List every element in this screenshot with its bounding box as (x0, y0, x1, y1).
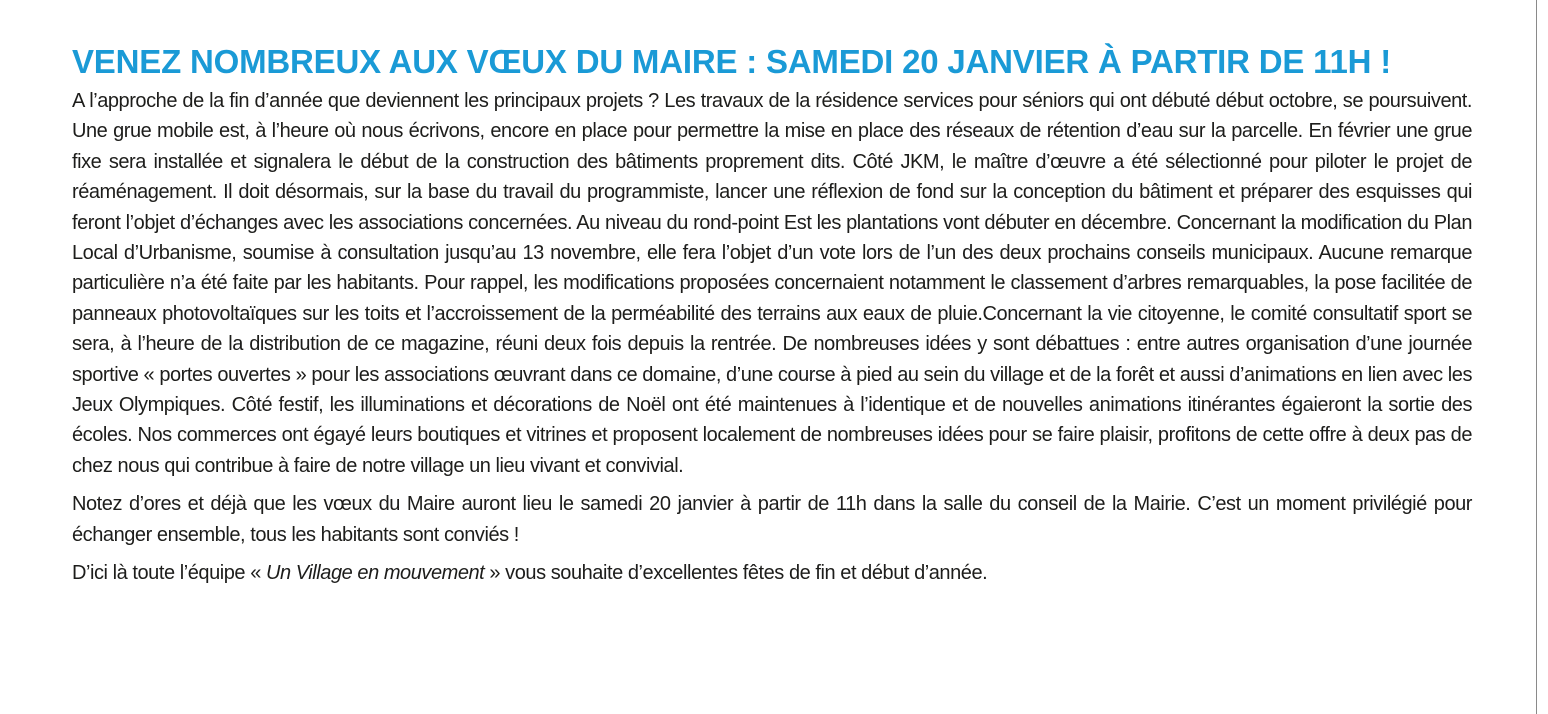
article-title: VENEZ NOMBREUX AUX VŒUX DU MAIRE : SAMEDI 20 JANVIER À PARTIR DE 11H ! (72, 43, 1392, 80)
article-paragraph-1: A l’approche de la fin d’année que deviennent les principaux projets ? Les travaux de la résidence services pour séniors qui ont débuté début octobre, se poursuivent. Une grue mobile est, à l’heure où nous écrivons, encore en place pour permettre la mise en place des réseaux de rétention d’eau sur la parcelle. En février une grue fixe sera installée et signalera le début de la construction des bâtiments proprement dits. Côté JKM, le maître d’œuvre a été sélectionné pour piloter le projet de réaménagement. Il doit désormais, sur la base du travail du programmiste, lancer une réflexion de fond sur la conception du bâtiment et préparer des esquisses qui feront l’objet d’échanges avec les associations concernées. Au niveau du rond-point Est les plantations vont débuter en décembre. Concernant la modification du Plan Local d’Urbanisme, soumise à consultation jusqu’au 13 novembre, elle fera l’objet d’un vote lors de l’un des deux prochains conseils municipaux. Aucune remarque particulière n’a été faite par les habitants. Pour rappel, les modifications proposées concernaient notamment le classement d’arbres remarquables, la pose facilitée de panneaux photovoltaïques sur les toits et l’accroissement de la perméabilité des terrains aux eaux de pluie.Concernant la vie citoyenne, le comité consultatif sport se sera, à l’heure de la distribution de ce magazine, réuni deux fois depuis la rentrée. De nombreuses idées y sont débattues : entre autres organisation d’une journée sportive « portes ouvertes » pour les associations œuvrant dans ce domaine, d’une course à pied au sein du village et de la forêt et aussi d’animations en lien avec les Jeux Olympiques. Côté festif, les illuminations et décorations de Noël ont été maintenues à l’identique et de nouvelles animations itinérantes égaieront la sortie des écoles. Nos commerces ont égayé leurs boutiques et vitrines et proposent localement de nombreuses idées pour se faire plaisir, profitons de cette offre à deux pas de chez nous qui contribue à faire de notre village un lieu vivant et convivial. (72, 90, 1472, 477)
paragraph-3-text-before: D’ici là toute l’équipe « (72, 562, 266, 585)
page-edge-rule (1536, 0, 1537, 714)
article (72, 40, 1472, 589)
article-paragraph-3 (72, 558, 1472, 588)
team-name-italic: Un Village en mouvement (265, 562, 485, 585)
article-paragraph-2: Notez d’ores et déjà que les vœux du Maire auront lieu le samedi 20 janvier à partir de 11h dans la salle du conseil de la Mairie. C’est un moment privilégié pour échanger ensemble, tous les habitants sont conviés ! (72, 493, 1472, 546)
paragraph-3-text-after: » vous souhaite d’excellentes fêtes de fin et début d’année. (484, 562, 988, 585)
